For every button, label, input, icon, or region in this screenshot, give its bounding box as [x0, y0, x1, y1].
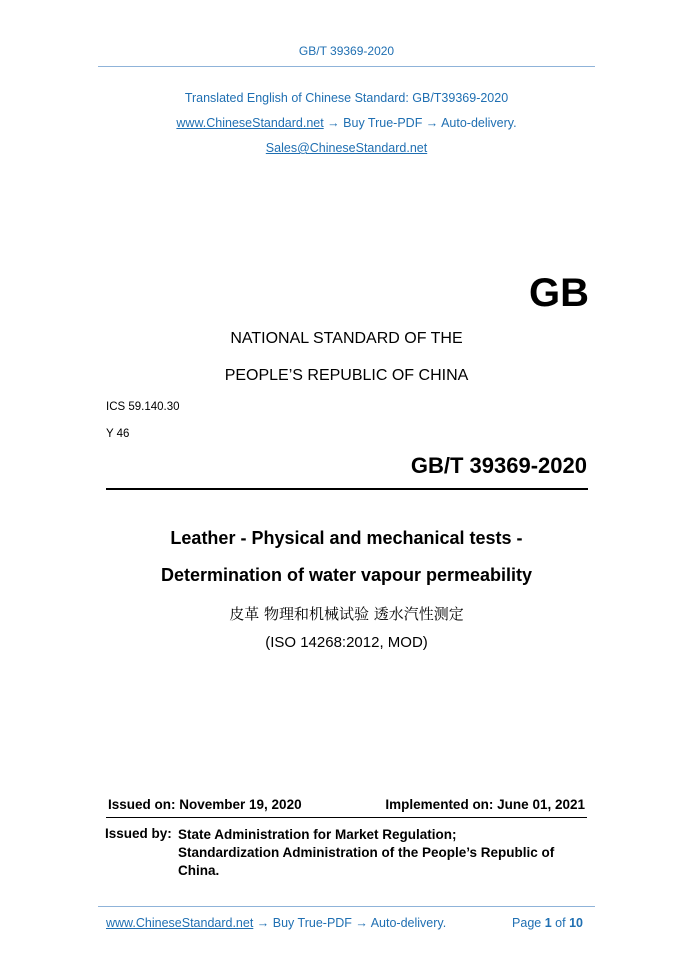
gb-mark: GB [529, 271, 589, 315]
site-link[interactable]: www.ChineseStandard.net [176, 116, 324, 130]
title-line1: Leather - Physical and mechanical tests - [170, 528, 523, 548]
issuer-line2: Standardization Administration of the People’s Republic of [178, 845, 555, 860]
chinese-title: 皮革 物理和机械试验 透水汽性测定 [229, 605, 464, 623]
promo-line: Translated English of Chinese Standard: GB/T39369-2020 [184, 91, 509, 105]
standard-code: GB/T 39369-2020 [410, 453, 587, 478]
issued-by-label: Issued by: [105, 826, 172, 841]
footer-divider [98, 906, 595, 907]
promo-buy-text: → Buy True-PDF → Auto-delivery. [323, 116, 517, 130]
footer-site-link[interactable]: www.ChineseStandard.net [106, 916, 254, 930]
national-standard-line1: NATIONAL STANDARD OF THE [230, 330, 463, 347]
code-divider [106, 488, 588, 490]
ics-code: ICS 59.140.30 [106, 401, 180, 413]
page-total: 10 [569, 916, 583, 930]
email-line [0, 141, 693, 155]
footer-links [106, 916, 446, 930]
dates-divider [106, 817, 587, 818]
issued-on: Issued on: November 19, 2020 [108, 797, 302, 812]
classification-code: Y 46 [106, 428, 130, 440]
issuing-authorities [178, 826, 554, 880]
of-label: of [555, 916, 566, 930]
page-number: 1 [544, 916, 552, 930]
page-indicator [512, 916, 583, 930]
page-label: Page [512, 916, 542, 930]
footer-buy-text: → Buy True-PDF → Auto-delivery. [253, 916, 447, 930]
promo-links [0, 116, 693, 130]
title-line2: Determination of water vapour permeability [160, 565, 533, 585]
issuer-line1: State Administration for Market Regulation; [178, 827, 457, 842]
running-header: GB/T 39369-2020 [298, 44, 395, 58]
issuer-line3: China. [178, 863, 220, 878]
header-divider [98, 66, 595, 67]
email-link[interactable]: Sales@ChineseStandard.net [265, 141, 428, 155]
iso-reference: (ISO 14268:2012, MOD) [265, 634, 428, 651]
national-standard-line2: PEOPLE’S REPUBLIC OF CHINA [224, 367, 469, 384]
implemented-on: Implemented on: June 01, 2021 [385, 797, 585, 812]
